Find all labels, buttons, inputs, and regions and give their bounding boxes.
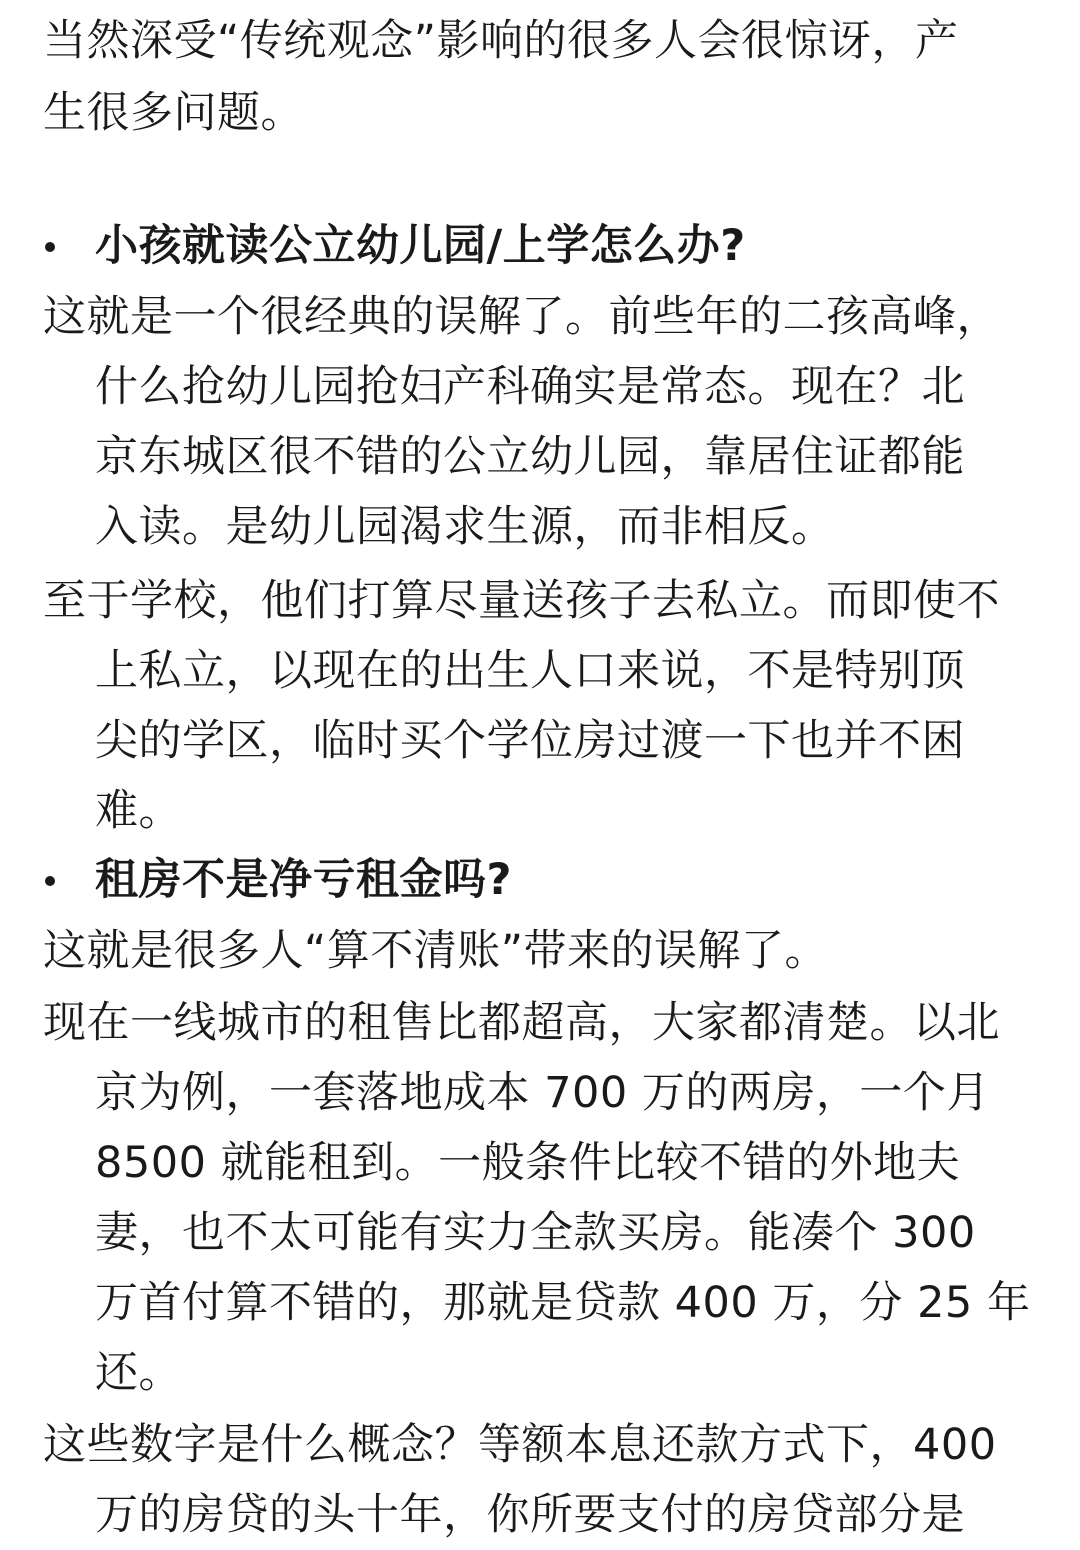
- section2-p2-line-2: 京为例，一套落地成本 700 万的两房，一个月: [95, 1068, 990, 1118]
- section2-p2-line-5: 万首付算不错的，那就是贷款 400 万，分 25 年: [95, 1278, 1031, 1328]
- section1-heading: 小孩就读公立幼儿园/上学怎么办?: [95, 221, 746, 271]
- section1-p2-line-3: 尖的学区，临时买个学位房过渡一下也并不困: [95, 716, 965, 766]
- intro-line-1: 当然深受“传统观念”影响的很多人会很惊讶，产: [43, 16, 959, 66]
- section2-p2-line-3: 8500 就能租到。一般条件比较不错的外地夫: [95, 1138, 961, 1188]
- section2-p3-line-2: 万的房贷的头十年，你所要支付的房贷部分是: [95, 1490, 965, 1540]
- bullet-dot: [45, 876, 55, 886]
- section1-p1-line-3: 京东城区很不错的公立幼儿园，靠居住证都能: [95, 432, 965, 482]
- section1-p2-line-4: 难。: [95, 786, 182, 836]
- intro-line-2: 生很多问题。: [43, 88, 304, 138]
- section1-p2-line-2: 上私立，以现在的出生人口来说，不是特别顶: [95, 646, 965, 696]
- section2-p3-line-1: 这些数字是什么概念？等额本息还款方式下，400: [43, 1420, 997, 1470]
- bullet-dot: [45, 242, 55, 252]
- section2-heading: 租房不是净亏租金吗?: [95, 855, 512, 905]
- section2-p2-line-4: 妻，也不太可能有实力全款买房。能凑个 300: [95, 1208, 976, 1258]
- section2-p2-line-1: 现在一线城市的租售比都超高，大家都清楚。以北: [43, 998, 1000, 1048]
- section1-p1-line-2: 什么抢幼儿园抢妇产科确实是常态。现在？北: [95, 362, 965, 412]
- section1-p1-line-1: 这就是一个很经典的误解了。前些年的二孩高峰，: [43, 292, 1000, 342]
- section2-p1-line-1: 这就是很多人“算不清账”带来的误解了。: [43, 926, 829, 976]
- section1-p2-line-1: 至于学校，他们打算尽量送孩子去私立。而即使不: [43, 576, 1000, 626]
- section1-p1-line-4: 入读。是幼儿园渴求生源，而非相反。: [95, 502, 835, 552]
- section2-p2-line-6: 还。: [95, 1348, 182, 1398]
